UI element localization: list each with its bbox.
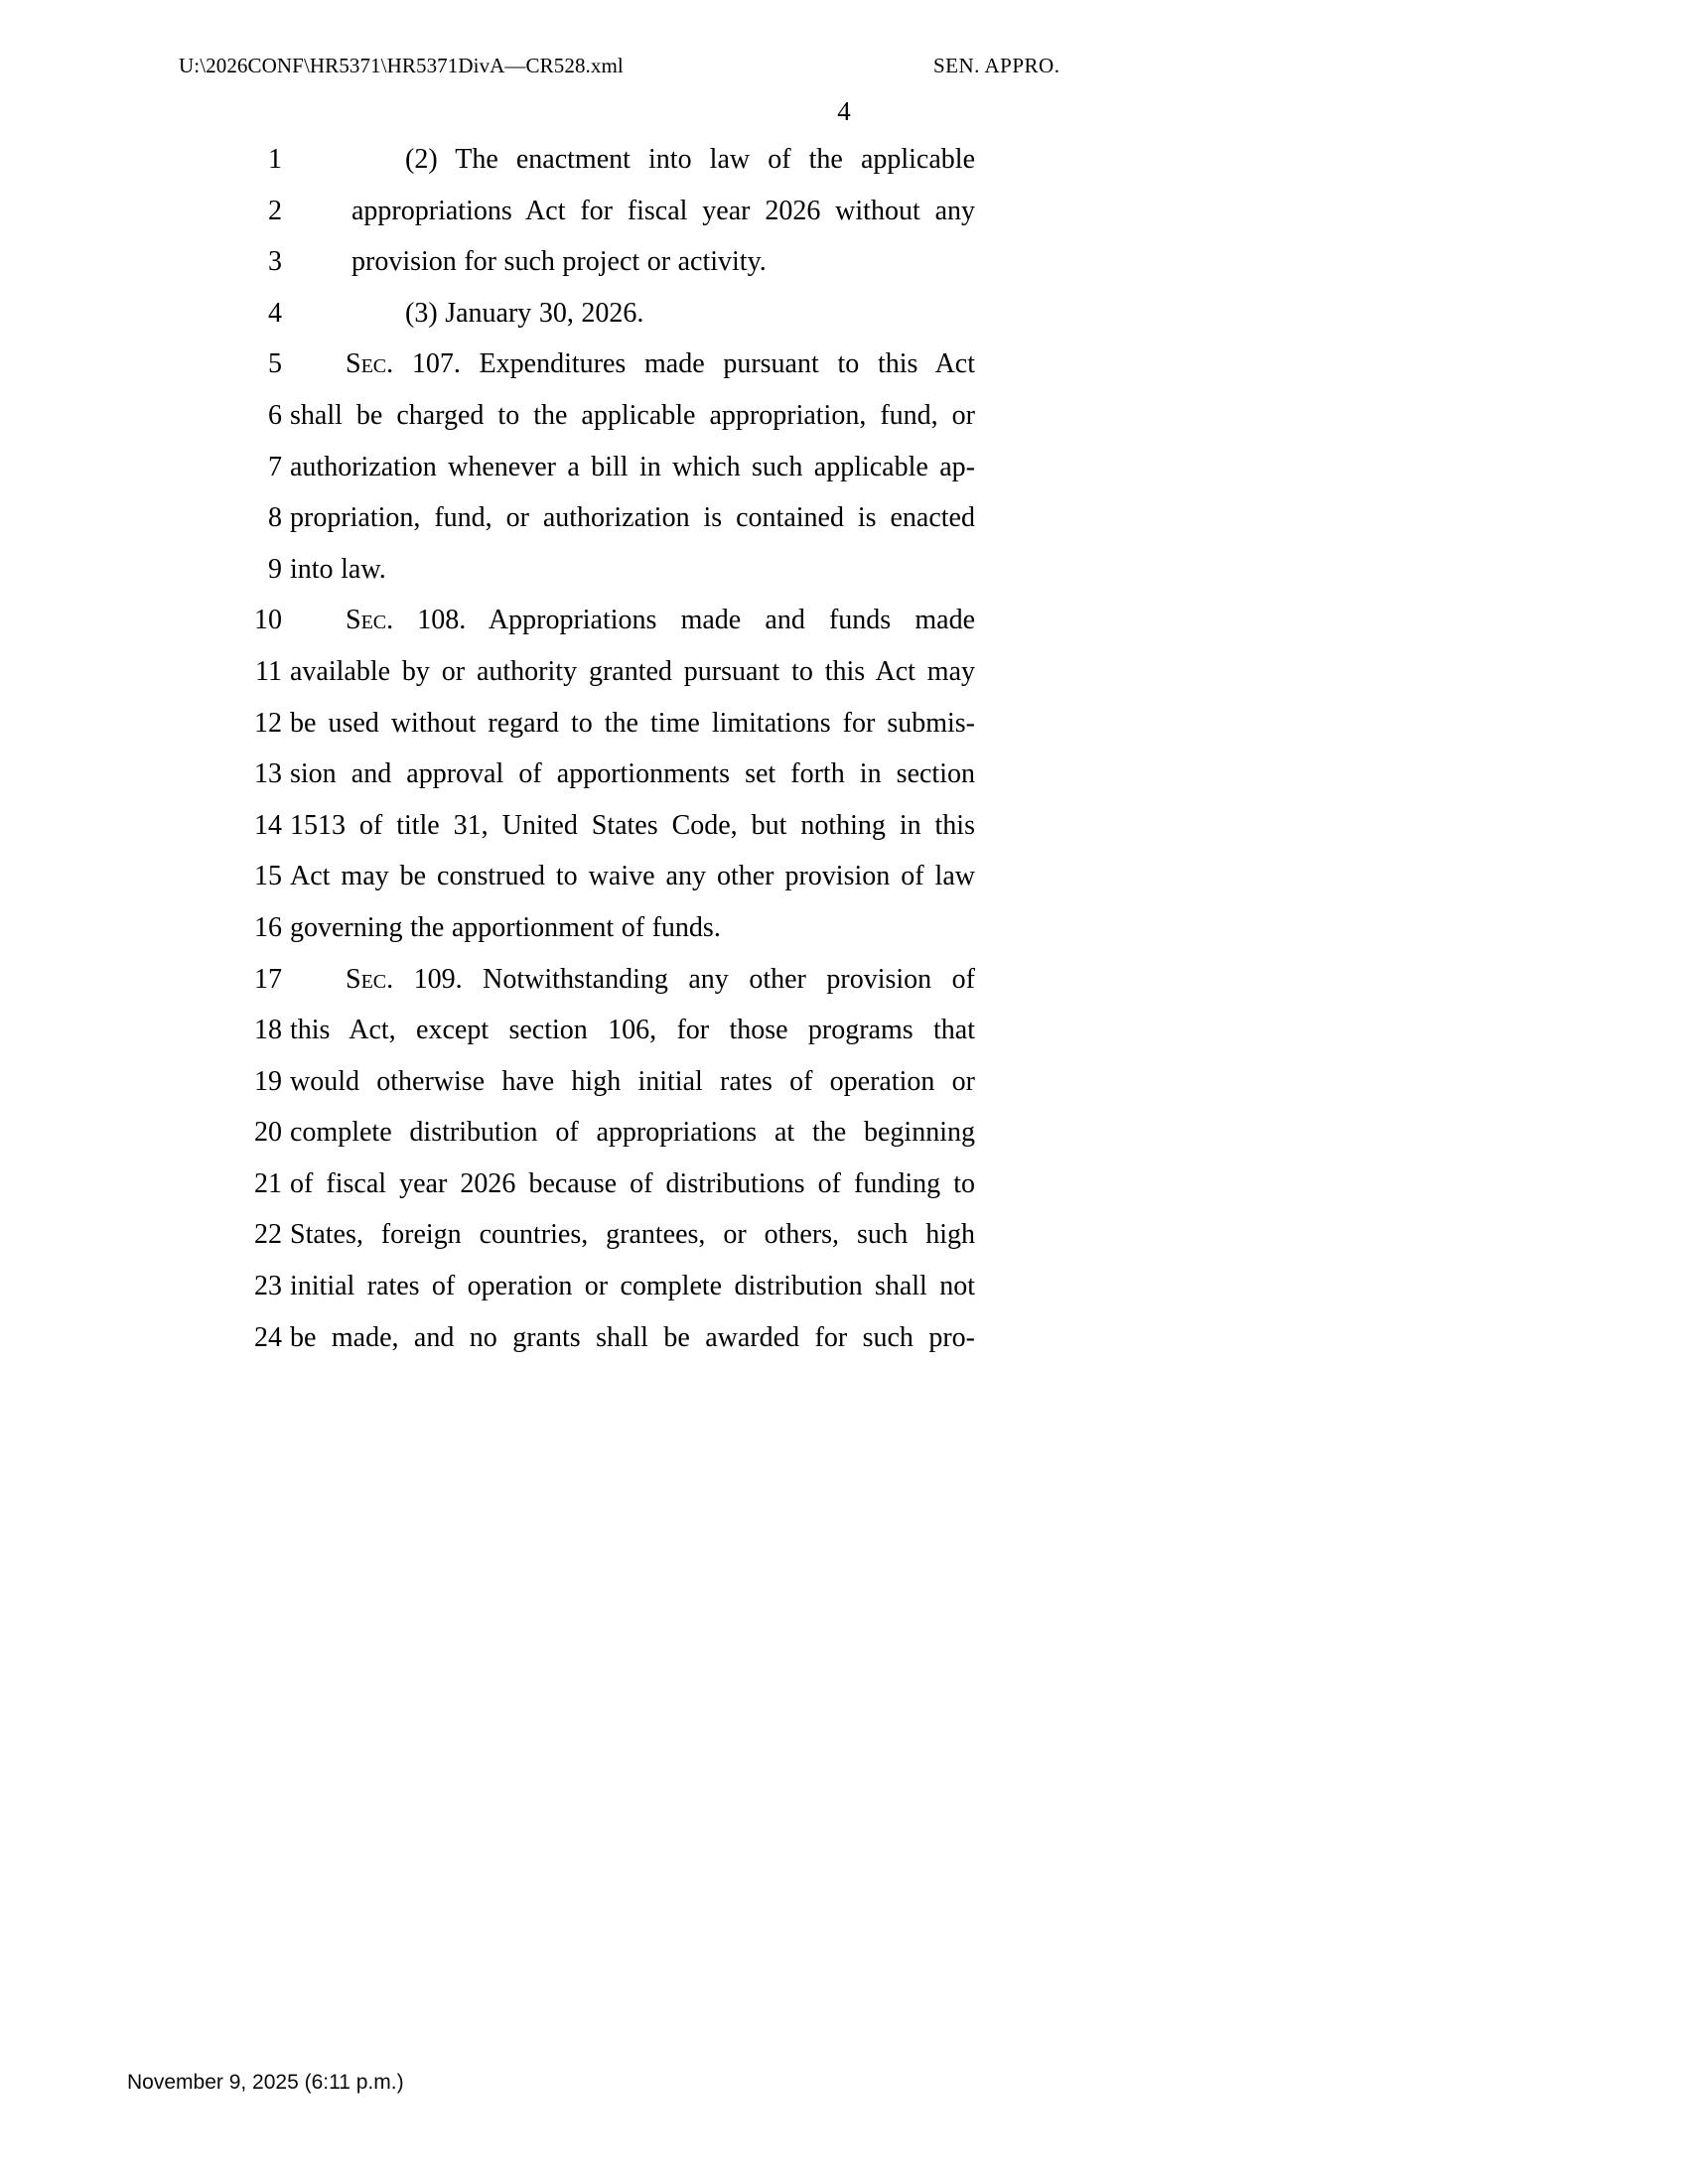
line-number: 5 <box>268 348 282 380</box>
line-content: governing the apportionment of funds. <box>290 911 721 943</box>
line-number: 13 <box>254 758 282 790</box>
line-content: Sec. 109. Notwithstanding any other provision of <box>346 963 975 995</box>
section-marker: Sec. <box>346 963 394 995</box>
text-line <box>234 1214 1227 1266</box>
line-number: 17 <box>254 963 282 995</box>
line-content: available by or authority granted pursuant to this Act may <box>290 655 975 687</box>
line-content: Sec. 108. Appropriations made and funds made <box>346 605 975 636</box>
text-line <box>234 959 1227 1011</box>
text-line <box>234 703 1227 754</box>
text-line <box>234 343 1227 395</box>
line-content: be made, and no grants shall be awarded for such pro- <box>290 1321 975 1353</box>
line-number: 8 <box>268 502 282 534</box>
section-marker: Sec. <box>346 348 394 380</box>
text-line <box>234 549 1227 601</box>
line-number: 3 <box>268 246 282 278</box>
line-number: 11 <box>255 655 282 687</box>
text-line <box>234 1163 1227 1215</box>
line-number: 2 <box>268 195 282 226</box>
text-line <box>234 1266 1227 1317</box>
text-line <box>234 395 1227 447</box>
footer-timestamp: November 9, 2025 (6:11 p.m.) <box>127 2071 404 2094</box>
bill-text-body <box>234 139 1227 1368</box>
text-line <box>234 293 1227 344</box>
line-content: Act may be construed to waive any other provision of law <box>290 861 975 892</box>
section-marker: Sec. <box>346 605 394 636</box>
line-number: 14 <box>254 809 282 841</box>
line-content: into law. <box>290 553 386 585</box>
line-content: initial rates of operation or complete distribution shall not <box>290 1271 975 1302</box>
header-chamber-note: SEN. APPRO. <box>933 54 1060 77</box>
page-number: 4 <box>837 96 851 126</box>
text-line <box>234 856 1227 907</box>
header-file-path: U:\2026CONF\HR5371\HR5371DivA—CR528.xml <box>179 54 624 77</box>
line-number: 4 <box>268 297 282 329</box>
line-content: authorization whenever a bill in which such applicable ap- <box>290 451 975 482</box>
line-number: 18 <box>254 1015 282 1046</box>
text-line <box>234 1317 1227 1369</box>
line-content: provision for such project or activity. <box>352 246 767 278</box>
line-number: 10 <box>254 605 282 636</box>
line-number: 12 <box>254 707 282 739</box>
text-line <box>234 139 1227 191</box>
line-number: 16 <box>254 911 282 943</box>
line-number: 9 <box>268 553 282 585</box>
text-line <box>234 191 1227 242</box>
line-content: would otherwise have high initial rates of operation or <box>290 1065 975 1097</box>
line-content: appropriations Act for fiscal year 2026 without any <box>352 195 975 226</box>
line-number: 15 <box>254 861 282 892</box>
line-number: 21 <box>254 1167 282 1199</box>
text-line <box>234 907 1227 959</box>
line-number: 24 <box>254 1321 282 1353</box>
line-number: 23 <box>254 1271 282 1302</box>
line-number: 7 <box>268 451 282 482</box>
line-content: (2) The enactment into law of the applicable <box>405 144 975 175</box>
text-line <box>234 447 1227 498</box>
text-line <box>234 497 1227 549</box>
line-number: 22 <box>254 1219 282 1251</box>
text-line <box>234 1061 1227 1113</box>
text-line <box>234 1112 1227 1163</box>
text-line <box>234 651 1227 703</box>
line-number: 6 <box>268 399 282 431</box>
text-line <box>234 600 1227 651</box>
line-content: sion and approval of apportionments set forth in section <box>290 758 975 790</box>
line-content: States, foreign countries, grantees, or others, such high <box>290 1219 975 1251</box>
text-line <box>234 753 1227 805</box>
text-line <box>234 805 1227 857</box>
running-header <box>179 54 1509 78</box>
line-number: 20 <box>254 1117 282 1149</box>
text-line <box>234 1010 1227 1061</box>
line-content: this Act, except section 106, for those programs that <box>290 1015 975 1046</box>
line-content: 1513 of title 31, United States Code, but nothing in this <box>290 809 975 841</box>
line-number: 1 <box>268 144 282 175</box>
line-number: 19 <box>254 1065 282 1097</box>
line-content: (3) January 30, 2026. <box>405 297 644 329</box>
line-content: shall be charged to the applicable appropriation, fund, or <box>290 399 975 431</box>
line-content: propriation, fund, or authorization is contained is enacted <box>290 502 975 534</box>
line-content: be used without regard to the time limitations for submis- <box>290 707 975 739</box>
text-line <box>234 241 1227 293</box>
line-content: complete distribution of appropriations at the beginning <box>290 1117 975 1149</box>
line-content: Sec. 107. Expenditures made pursuant to this Act <box>346 348 975 380</box>
line-content: of fiscal year 2026 because of distributions of funding to <box>290 1167 975 1199</box>
